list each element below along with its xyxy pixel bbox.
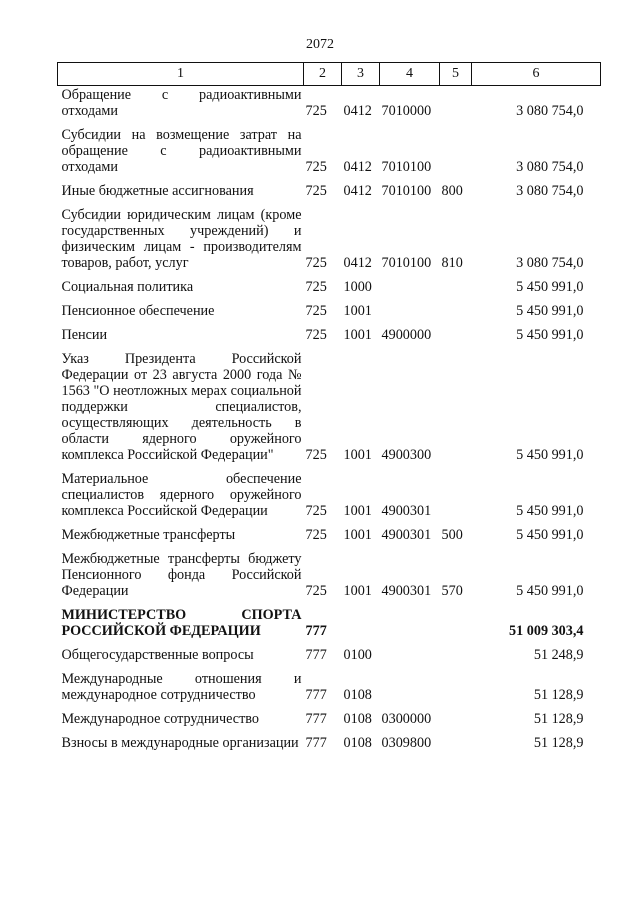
row-admin-code: 725	[305, 527, 327, 543]
row-target-code	[380, 271, 440, 295]
row-target-code	[380, 599, 440, 639]
row-name: Субсидии юридическим лицам (кроме государственных учреждений) и физическим лицам - производителям товаров, работ, услуг	[61, 207, 302, 271]
row-target-code: 7010100	[381, 255, 432, 271]
row-type-code	[440, 703, 472, 727]
table-body	[58, 86, 601, 752]
row-name: Указ Президента Российской Федерации от 23 августа 2000 года № 1563 "О неотложных мерах социальной поддержки специалистов, осуществляющих деятельность в области ядерного оружейного комплекса Российской Федерации"	[61, 351, 302, 463]
row-section-code: 0100	[343, 647, 372, 663]
row-type-code	[440, 599, 472, 639]
row-admin-code: 777	[305, 735, 327, 751]
table-row	[58, 599, 601, 639]
row-type-code	[440, 119, 472, 175]
row-name: Общегосударственные вопросы	[61, 647, 254, 663]
table-row	[58, 727, 601, 751]
row-target-code	[380, 639, 440, 663]
row-section-code: 0412	[343, 255, 372, 271]
row-section-code: 0108	[343, 735, 372, 751]
table-row	[58, 519, 601, 543]
header-col-1: 1	[58, 63, 304, 86]
row-type-code	[440, 663, 472, 703]
row-section-code: 0412	[343, 183, 372, 199]
row-admin-code: 777	[305, 687, 327, 703]
row-target-code: 4900301	[381, 503, 432, 519]
row-target-code: 4900301	[381, 583, 432, 599]
table-row	[58, 295, 601, 319]
row-target-code: 0300000	[381, 711, 432, 727]
row-amount: 5 450 991,0	[516, 327, 584, 343]
header-col-2: 2	[304, 63, 342, 86]
table-row	[58, 86, 601, 120]
row-target-code: 0309800	[381, 735, 432, 751]
row-section-code: 1001	[343, 583, 372, 599]
table-row	[58, 319, 601, 343]
row-type-code	[440, 86, 472, 120]
row-section-code: 0108	[343, 687, 372, 703]
row-type-code: 810	[441, 255, 463, 271]
row-amount: 3 080 754,0	[516, 103, 584, 119]
row-admin-code: 777	[305, 647, 327, 663]
row-type-code	[440, 319, 472, 343]
row-target-code: 4900000	[381, 327, 432, 343]
row-name: Межбюджетные трансферты бюджету Пенсионного фонда Российской Федерации	[61, 551, 302, 599]
row-type-code	[440, 295, 472, 319]
row-name: МИНИСТЕРСТВО СПОРТА РОССИЙСКОЙ ФЕДЕРАЦИИ	[61, 607, 302, 639]
row-name: Международное сотрудничество	[61, 711, 259, 727]
row-section-code: 1001	[343, 303, 372, 319]
row-target-code: 7010100	[381, 183, 432, 199]
row-amount: 3 080 754,0	[516, 183, 584, 199]
row-amount: 51 128,9	[533, 735, 584, 751]
row-section-code: 1001	[343, 327, 372, 343]
row-name: Международные отношения и международное сотрудничество	[61, 671, 302, 703]
row-target-code	[380, 295, 440, 319]
row-name: Пенсионное обеспечение	[61, 303, 215, 319]
row-section-code: 1001	[343, 527, 372, 543]
row-section-code: 0412	[343, 159, 372, 175]
header-row	[58, 63, 601, 86]
row-target-code: 4900300	[381, 447, 432, 463]
row-name: Взносы в международные организации	[61, 735, 299, 751]
row-section-code: 1001	[343, 503, 372, 519]
row-admin-code: 725	[305, 159, 327, 175]
row-amount: 3 080 754,0	[516, 159, 584, 175]
row-admin-code: 725	[305, 447, 327, 463]
row-amount: 5 450 991,0	[516, 583, 584, 599]
row-amount: 5 450 991,0	[516, 279, 584, 295]
row-amount: 3 080 754,0	[516, 255, 584, 271]
row-amount: 5 450 991,0	[516, 503, 584, 519]
row-type-code: 800	[441, 183, 463, 199]
table-row	[58, 175, 601, 199]
row-name: Иные бюджетные ассигнования	[61, 183, 254, 199]
table-row	[58, 663, 601, 703]
table-row	[58, 639, 601, 663]
row-admin-code: 725	[305, 103, 327, 119]
row-admin-code: 777	[305, 711, 327, 727]
row-section-code	[342, 599, 380, 639]
row-amount: 5 450 991,0	[516, 447, 584, 463]
row-type-code	[440, 727, 472, 751]
table-row	[58, 119, 601, 175]
row-type-code	[440, 271, 472, 295]
row-amount: 51 248,9	[533, 647, 584, 663]
row-type-code: 570	[441, 583, 463, 599]
row-target-code: 7010000	[381, 103, 432, 119]
table-row	[58, 343, 601, 463]
row-admin-code: 725	[305, 183, 327, 199]
row-name: Социальная политика	[61, 279, 194, 295]
row-admin-code: 725	[305, 327, 327, 343]
row-section-code: 1000	[343, 279, 372, 295]
table-header	[58, 63, 601, 86]
row-name: Материальное обеспечение специалистов ядерного оружейного комплекса Российской Федерации	[61, 471, 302, 519]
row-target-code: 4900301	[381, 527, 432, 543]
row-target-code	[380, 663, 440, 703]
row-amount: 5 450 991,0	[516, 303, 584, 319]
row-section-code: 1001	[343, 447, 372, 463]
row-type-code	[440, 639, 472, 663]
row-type-code: 500	[441, 527, 463, 543]
budget-table	[57, 62, 601, 751]
row-name: Обращение с радиоактивными отходами	[61, 87, 302, 119]
table-row	[58, 463, 601, 519]
row-admin-code: 725	[305, 279, 327, 295]
row-admin-code: 777	[305, 623, 327, 639]
table-row	[58, 271, 601, 295]
row-admin-code: 725	[305, 583, 327, 599]
row-target-code: 7010100	[381, 159, 432, 175]
row-section-code: 0412	[343, 103, 372, 119]
row-name: Межбюджетные трансферты	[61, 527, 236, 543]
row-name: Пенсии	[61, 327, 108, 343]
table-row	[58, 199, 601, 271]
row-amount: 51 128,9	[533, 687, 584, 703]
header-col-5: 5	[440, 63, 472, 86]
row-amount: 51 009 303,4	[509, 623, 584, 639]
row-admin-code: 725	[305, 255, 327, 271]
row-type-code	[440, 463, 472, 519]
header-col-4: 4	[380, 63, 440, 86]
row-name: Субсидии на возмещение затрат на обращение с радиоактивными отходами	[61, 127, 302, 175]
row-amount: 5 450 991,0	[516, 527, 584, 543]
row-admin-code: 725	[305, 503, 327, 519]
row-section-code: 0108	[343, 711, 372, 727]
header-col-3: 3	[342, 63, 380, 86]
header-col-6: 6	[472, 63, 601, 86]
page-number: 2072	[306, 37, 334, 52]
row-admin-code: 725	[305, 303, 327, 319]
row-type-code	[440, 343, 472, 463]
table-row	[58, 703, 601, 727]
table-row	[58, 543, 601, 599]
row-amount: 51 128,9	[533, 711, 584, 727]
